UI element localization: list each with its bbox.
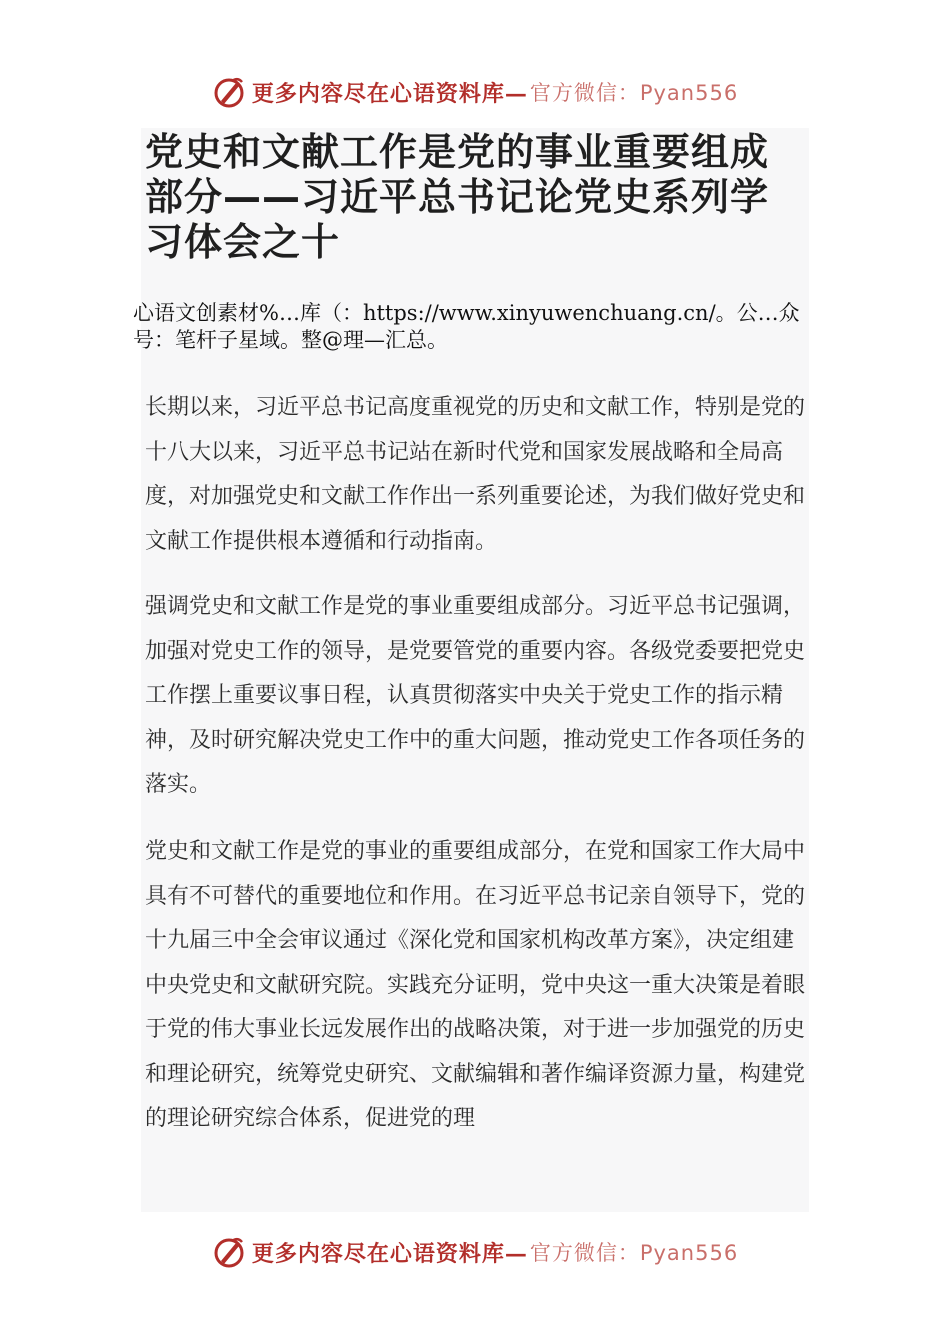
source-line: 心语文创素材%…库（：https://www.xinyuwenchuang.cn/。公…众号：笔杆子星域。整@理—汇总。 bbox=[133, 301, 800, 352]
banner-wechat: 官方微信：Pyan556 bbox=[529, 1241, 739, 1265]
footer-banner bbox=[0, 1232, 950, 1272]
banner-text: 更多内容尽在心语资料库— bbox=[251, 1240, 528, 1267]
paragraph: 长期以来，习近平总书记高度重视党的历史和文献工作，特别是党的十八大以来，习近平总书记站在新时代党和国家发展战略和全局高度，对加强党史和文献工作作出一系列重要论述，为我们做好党史和文献工作提供根本遵循和行动指南。 bbox=[145, 395, 806, 554]
paragraph: 强调党史和文献工作是党的事业重要组成部分。习近平总书记强调，加强对党史工作的领导，是党要管党的重要内容。各级党委要把党史工作摆上重要议事日程，认真贯彻落实中央关于党史工作的指示精神，及时研究解决党史工作中的重大问题，推动党史工作各项任务的落实。 bbox=[145, 594, 806, 797]
document-title: 党史和文献工作是党的事业重要组成部分——习近平总书记论党史系列学习体会之十 bbox=[145, 130, 770, 264]
banner-wechat: 官方微信：Pyan556 bbox=[529, 81, 739, 105]
banner-text: 更多内容尽在心语资料库— bbox=[251, 80, 528, 107]
header-banner bbox=[0, 72, 950, 112]
pen-nib-logo-icon bbox=[212, 1235, 246, 1269]
paragraph: 党史和文献工作是党的事业的重要组成部分，在党和国家工作大局中具有不可替代的重要地位和作用。在习近平总书记亲自领导下，党的十九届三中全会审议通过《深化党和国家机构改革方案》，决定组建中央党史和文献研究院。实践充分证明，党中央这一重大决策是着眼于党的伟大事业长远发展作出的战略决策，对于进一步加强党的历史和理论研究，统筹党史研究、文献编辑和著作编译资源力量，构建党的理论研究综合体系，促进党的理 bbox=[145, 839, 805, 1131]
pen-nib-logo-icon bbox=[212, 75, 246, 109]
